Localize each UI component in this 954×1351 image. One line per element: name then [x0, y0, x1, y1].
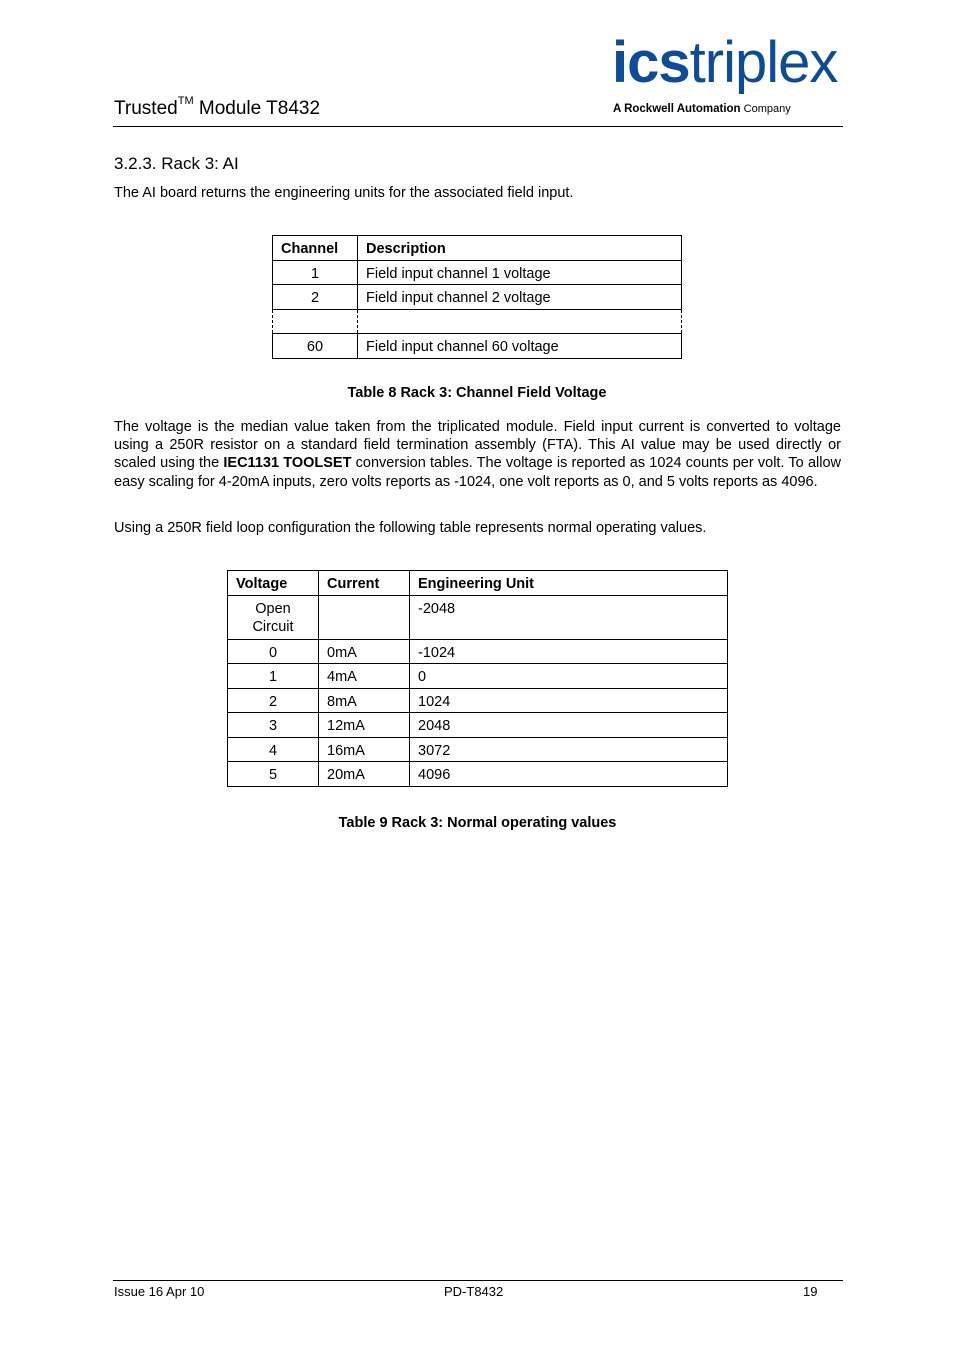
- table9-caption: Table 9 Rack 3: Normal operating values: [338, 815, 617, 831]
- table-header-cell: Current: [319, 571, 410, 596]
- table-cell: 0mA: [319, 639, 410, 664]
- ics-triplex-logo: [612, 30, 844, 118]
- footer-page-number: 19: [803, 1284, 818, 1299]
- table-cell: Field input channel 1 voltage: [358, 260, 682, 285]
- channel-field-voltage-table: [272, 235, 682, 359]
- table8-caption: Table 8 Rack 3: Channel Field Voltage: [347, 385, 607, 401]
- table-cell: 1024: [410, 688, 728, 713]
- intro-paragraph: The AI board returns the engineering units for the associated field input.: [114, 185, 574, 201]
- header-title-prefix: Trusted: [114, 98, 178, 119]
- table-row: [273, 285, 682, 310]
- footer-issue: Issue 16 Apr 10: [114, 1284, 205, 1299]
- table-row: [228, 713, 728, 738]
- table-cell: 4: [228, 737, 319, 762]
- header-title-suffix: Module T8432: [193, 98, 321, 119]
- header-title-trademark: TM: [177, 95, 194, 107]
- table-cell: 4mA: [319, 664, 410, 689]
- table-row: [228, 595, 728, 639]
- table-cell: 8mA: [319, 688, 410, 713]
- table-cell: 20mA: [319, 762, 410, 787]
- table-cell: [319, 595, 410, 639]
- table-header-cell: Engineering Unit: [410, 571, 728, 596]
- table-header-cell: Channel: [273, 236, 358, 261]
- table-cell: [358, 309, 682, 334]
- table-row: [228, 664, 728, 689]
- table-row: [228, 639, 728, 664]
- page-header-title: [114, 95, 321, 120]
- logo-tagline: [613, 103, 791, 115]
- body-paragraph-2: Using a 250R field loop configuration the following table represents normal operating values.: [114, 520, 707, 536]
- table-cell: 4096: [410, 762, 728, 787]
- para1-bold-term: IEC1131 TOOLSET: [223, 455, 352, 472]
- table-cell: 2: [273, 285, 358, 310]
- table-row: [228, 762, 728, 787]
- logo-tagline-bold: A Rockwell Automation: [613, 103, 741, 115]
- table-header-cell: Voltage: [228, 571, 319, 596]
- table-cell: [273, 309, 358, 334]
- table-cell: Field input channel 60 voltage: [358, 334, 682, 359]
- table-cell: 16mA: [319, 737, 410, 762]
- logo-tagline-rest: Company: [740, 103, 791, 115]
- table-row: [228, 688, 728, 713]
- table-header-row: [273, 236, 682, 261]
- footer-doc-id: PD-T8432: [444, 1284, 504, 1299]
- header-divider: [113, 126, 843, 127]
- table-cell: 0: [410, 664, 728, 689]
- body-paragraph-1: [114, 418, 841, 491]
- table-header-cell: Description: [358, 236, 682, 261]
- table-cell: -1024: [410, 639, 728, 664]
- table-row: [273, 334, 682, 359]
- table-row: [273, 260, 682, 285]
- normal-operating-values-table: [227, 570, 728, 787]
- table-cell: 3072: [410, 737, 728, 762]
- logo-ics-text: ics: [612, 30, 690, 95]
- table-cell: 12mA: [319, 713, 410, 738]
- table-header-row: [228, 571, 728, 596]
- para1-text-a: The voltage is the median value taken from the triplicated module. Field input current is converted to voltage using a 250R resistor on a standard field termination assembly (FTA). This AI value may be used directly or scaled using the: [114, 419, 841, 472]
- table-cell: 3: [228, 713, 319, 738]
- table-cell: 2: [228, 688, 319, 713]
- table-cell: Field input channel 2 voltage: [358, 285, 682, 310]
- section-heading: 3.2.3. Rack 3: AI: [114, 154, 239, 173]
- table-cell: 5: [228, 762, 319, 787]
- table-cell: 60: [273, 334, 358, 359]
- table-row-ellipsis: [273, 309, 682, 334]
- table-cell: 0: [228, 639, 319, 664]
- table-cell: Open Circuit: [228, 595, 319, 639]
- table-cell: 2048: [410, 713, 728, 738]
- table-cell: 1: [273, 260, 358, 285]
- table-row: [228, 737, 728, 762]
- table-cell: -2048: [410, 595, 728, 639]
- logo-triplex-text: triplex: [689, 30, 838, 95]
- footer-divider: [113, 1280, 843, 1281]
- table-cell: 1: [228, 664, 319, 689]
- para1-text-b: conversion tables. The voltage is reported as 1024 counts per volt. To allow easy scaling for 4-20mA inputs, zero volts reports as -1024, one volt reports as 0, and 5 volts reports as 4096.: [114, 455, 841, 490]
